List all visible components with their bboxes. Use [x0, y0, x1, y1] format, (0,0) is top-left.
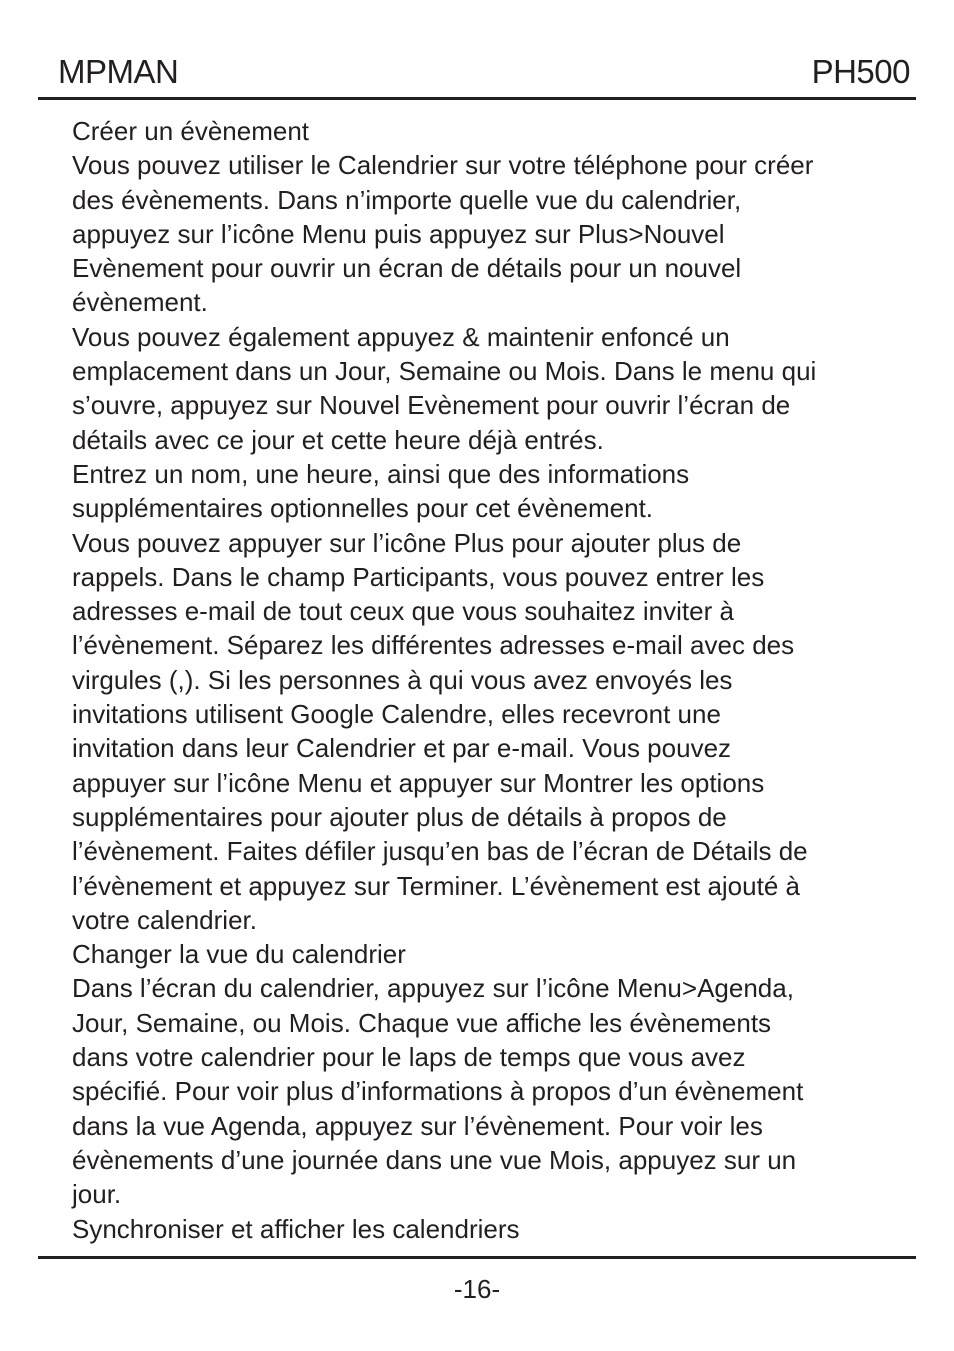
- page-header: [38, 52, 916, 98]
- paragraph: Vous pouvez appuyer sur l’icône Plus pour ajouter plus de rappels. Dans le champ Participants, vous pouvez entrer les adresses e-mail de tout ceux que vous souhaitez inviter à l’évènement. Séparez les différentes adresses e-mail avec des virgules (,). Si les personnes à qui vous avez envoyés les invitations utilisent Google Calendre, elles recevront une invitation dans leur Calendrier et par e-mail. Vous pouvez appuyer sur l’icône Menu et appuyer sur Montrer les options supplémentaires pour ajouter plus de détails à propos de l’évènement. Faites défiler jusqu’en bas de l’écran de Détails de l’évènement et appuyez sur Terminer. L’évènement est ajouté à votre calendrier.: [72, 527, 808, 935]
- section-heading-change-view: Changer la vue du calendrier: [72, 939, 406, 970]
- section-heading-create-event: Créer un évènement: [72, 116, 310, 146]
- paragraph: Entrez un nom, une heure, ainsi que des informations supplémentaires optionnelles pour cet évènement.: [72, 458, 690, 524]
- header-divider: [38, 97, 916, 100]
- model-name: PH500: [811, 53, 910, 90]
- footer-divider: [38, 1256, 916, 1259]
- document-body: [72, 114, 892, 1246]
- paragraph: Vous pouvez également appuyez & maintenir enfoncé un emplacement dans un Jour, Semaine ou Mois. Dans le menu qui s’ouvre, appuyez sur Nouvel Evènement pour ouvrir l’écran de détails avec ce jour et cette heure déjà entrés.: [72, 321, 817, 455]
- brand-name: MPMAN: [58, 53, 179, 90]
- section-heading-sync-calendars: Synchroniser et afficher les calendriers: [72, 1213, 520, 1244]
- paragraph: Dans l’écran du calendrier, appuyez sur l’icône Menu>Agenda, Jour, Semaine, ou Mois. Chaque vue affiche les évènements dans votre calendrier pour le laps de temps que vous avez spécifié. Pour voir plus d’informations à propos d’un évènement dans la vue Agenda, appuyez sur l’évènement. Pour voir les évènements d’une journée dans une vue Mois, appuyez sur un jour.: [72, 973, 804, 1210]
- paragraph: Vous pouvez utiliser le Calendrier sur votre téléphone pour créer des évènements. Dans n’importe quelle vue du calendrier, appuyez sur l’icône Menu puis appuyez sur Plus>Nouvel Evènement pour ouvrir un écran de détails pour un nouvel évènement.: [72, 150, 814, 318]
- page-number: -16-: [453, 1274, 501, 1304]
